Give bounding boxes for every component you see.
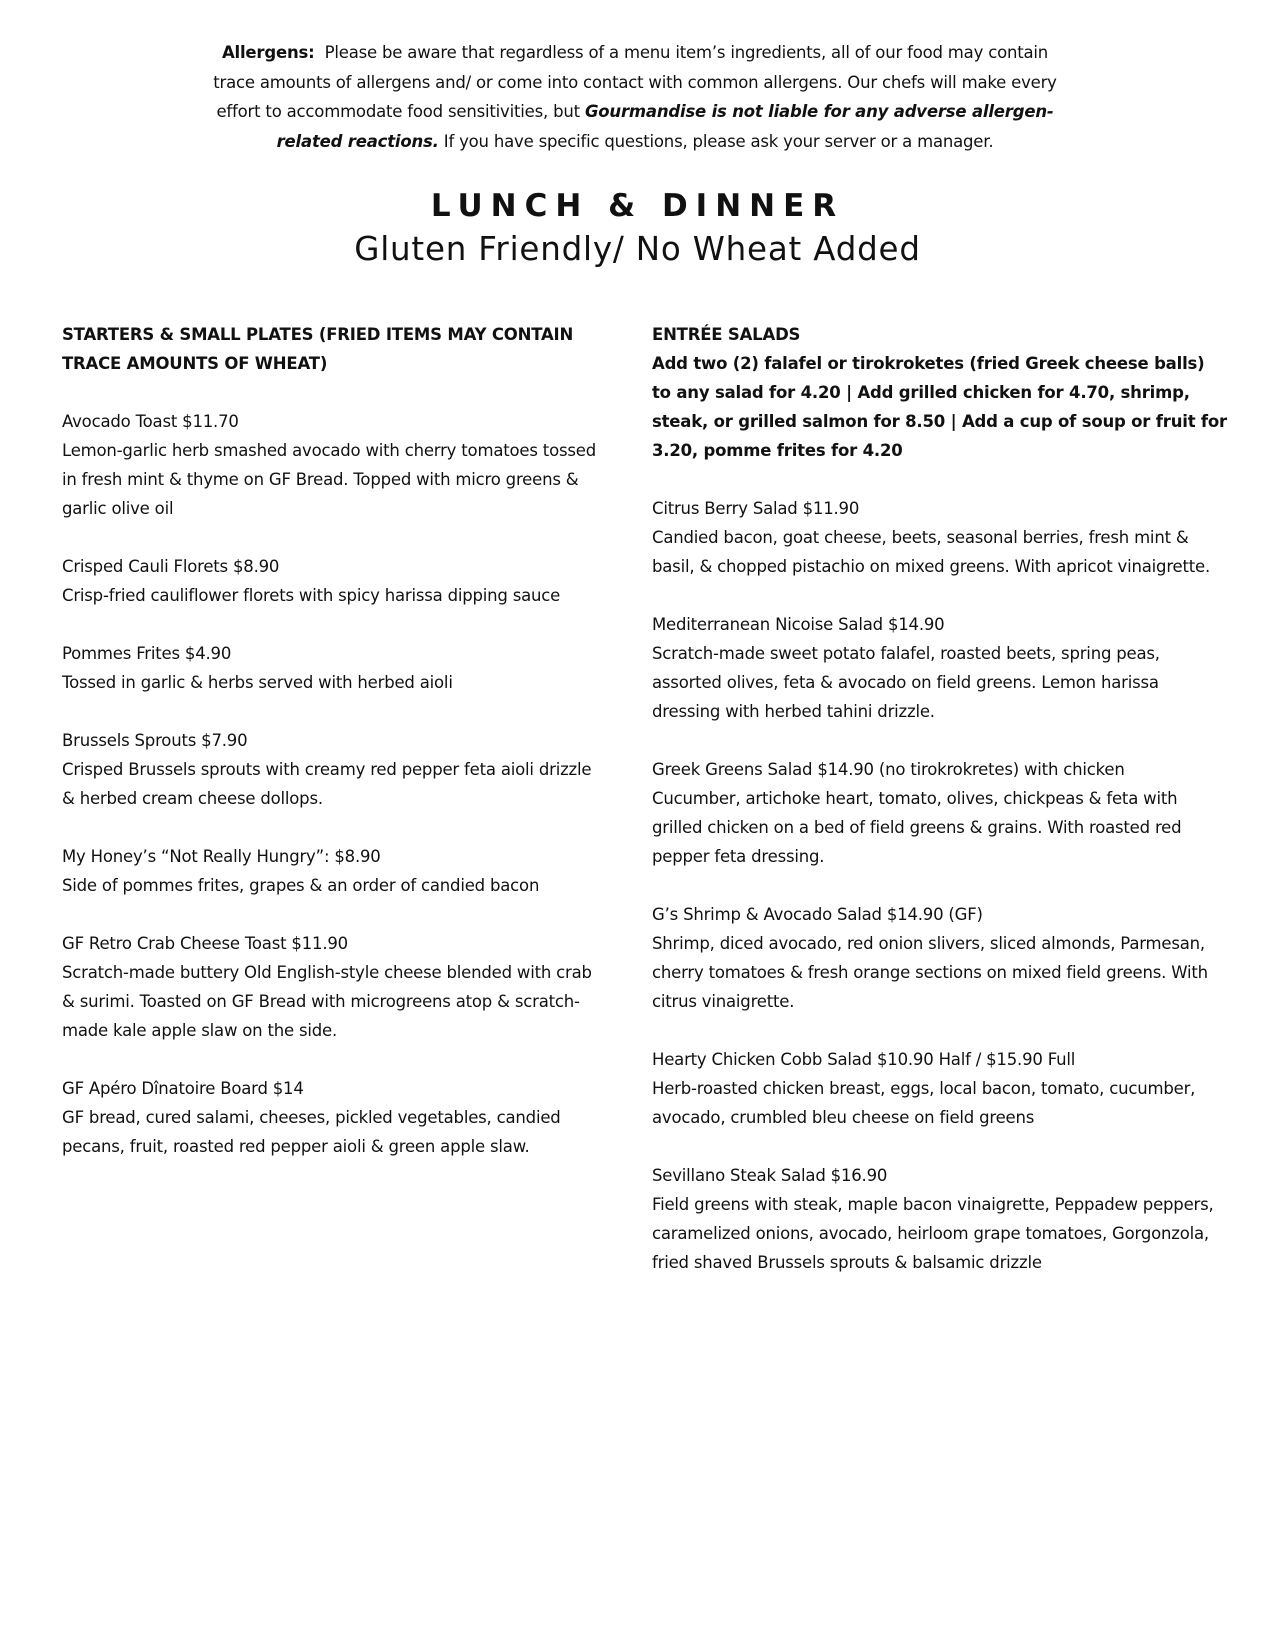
menu-item-name: Citrus Berry Salad $11.90 xyxy=(652,499,860,518)
menu-item-name: Brussels Sprouts $7.90 xyxy=(62,731,248,750)
menu-item xyxy=(652,900,1227,1016)
menu-item xyxy=(62,929,607,1045)
allergen-notice xyxy=(205,38,1065,156)
menu-item-name: GF Retro Crab Cheese Toast $11.90 xyxy=(62,934,348,953)
menu-subtitle: Gluten Friendly/ No Wheat Added xyxy=(354,230,921,268)
menu-item-name: Hearty Chicken Cobb Salad $10.90 Half / $15.90 Full xyxy=(652,1050,1076,1069)
menu-item-description: Lemon-garlic herb smashed avocado with cherry tomatoes tossed in fresh mint & thyme on GF Bread. Topped with micro greens & garlic olive oil xyxy=(62,441,596,518)
menu-item-name: Pommes Frites $4.90 xyxy=(62,644,232,663)
menu-item-description: GF bread, cured salami, cheeses, pickled vegetables, candied pecans, fruit, roasted red pepper aioli & green apple slaw. xyxy=(62,1108,561,1156)
menu-item-name: GF Apéro Dînatoire Board $14 xyxy=(62,1079,304,1098)
allergen-liability-disclaimer: Gourmandise is not liable for any adverse allergen-related reactions. xyxy=(276,102,1054,151)
menu-item-name: Sevillano Steak Salad $16.90 xyxy=(652,1166,888,1185)
menu-item-description: Scratch-made buttery Old English-style cheese blended with crab & surimi. Toasted on GF Bread with microgreens atop & scratch-made kale apple slaw on the side. xyxy=(62,963,592,1040)
menu-item xyxy=(62,726,607,813)
menu-item-description: Shrimp, diced avocado, red onion slivers, sliced almonds, Parmesan, cherry tomatoes & fresh orange sections on mixed field greens. With citrus vinaigrette. xyxy=(652,934,1208,1011)
menu-item-description: Side of pommes frites, grapes & an order of candied bacon xyxy=(62,876,540,895)
menu-item xyxy=(62,639,607,697)
menu-item xyxy=(652,494,1227,581)
allergen-questions-text: If you have specific questions, please ask your server or a manager. xyxy=(443,131,994,151)
menu-item-name: Crisped Cauli Florets $8.90 xyxy=(62,557,280,576)
menu-item xyxy=(62,407,607,523)
menu-item-description: Candied bacon, goat cheese, beets, seasonal berries, fresh mint & basil, & chopped pistachio on mixed greens. With apricot vinaigrette. xyxy=(652,528,1211,576)
starters-column xyxy=(62,320,607,1190)
menu-item-description: Crisped Brussels sprouts with creamy red pepper feta aioli drizzle & herbed cream cheese dollops. xyxy=(62,760,592,808)
menu-item-description: Cucumber, artichoke heart, tomato, olives, chickpeas & feta with grilled chicken on a bed of field greens & grains. With roasted red pepper feta dressing. xyxy=(652,789,1182,866)
menu-item xyxy=(652,1161,1227,1277)
salads-addons-note: Add two (2) falafel or tirokroketes (fried Greek cheese balls) to any salad for 4.20 | Add grilled chicken for 4.70, shrimp, steak, or grilled salmon for 8.50 | Add a cup of soup or fruit for 3.20, pomme frites for 4.20 xyxy=(652,354,1227,460)
menu-item xyxy=(652,755,1227,871)
menu-item xyxy=(62,1074,607,1161)
menu-item-name: Greek Greens Salad $14.90 (no tirokrokretes) with chicken xyxy=(652,760,1125,779)
menu-item-name: My Honey’s “Not Really Hungry”: $8.90 xyxy=(62,847,381,866)
menu-item-description: Herb-roasted chicken breast, eggs, local bacon, tomato, cucumber, avocado, crumbled bleu cheese on field greens xyxy=(652,1079,1196,1127)
menu-item-description: Field greens with steak, maple bacon vinaigrette, Peppadew peppers, caramelized onions, avocado, heirloom grape tomatoes, Gorgonzola, fried shaved Brussels sprouts & balsamic drizzle xyxy=(652,1195,1214,1272)
salads-column xyxy=(652,320,1227,1306)
menu-item-name: G’s Shrimp & Avocado Salad $14.90 (GF) xyxy=(652,905,983,924)
allergen-text: Please be aware that regardless of a menu item’s ingredients, all of our food may contain trace amounts of allergens and/ or come into contact with common allergens. Our chefs will make every effort to accommodate food sensitivities, but xyxy=(213,43,1057,121)
menu-item xyxy=(62,552,607,610)
menu-item xyxy=(62,842,607,900)
starters-heading: STARTERS & SMALL PLATES (FRIED ITEMS MAY CONTAIN TRACE AMOUNTS OF WHEAT) xyxy=(62,325,574,373)
menu-title: LUNCH & DINNER xyxy=(430,188,845,224)
menu-item-name: Avocado Toast $11.70 xyxy=(62,412,239,431)
menu-item xyxy=(652,1045,1227,1132)
menu-item-name: Mediterranean Nicoise Salad $14.90 xyxy=(652,615,945,634)
menu-item xyxy=(652,610,1227,726)
allergen-label: Allergens: xyxy=(221,43,315,62)
menu-item-description: Tossed in garlic & herbs served with herbed aioli xyxy=(62,673,453,692)
salads-heading: ENTRÉE SALADS xyxy=(652,325,801,344)
menu-item-description: Scratch-made sweet potato falafel, roasted beets, spring peas, assorted olives, feta & avocado on field greens. Lemon harissa dressing with herbed tahini drizzle. xyxy=(652,644,1160,721)
menu-item-description: Crisp-fried cauliflower florets with spicy harissa dipping sauce xyxy=(62,586,561,605)
